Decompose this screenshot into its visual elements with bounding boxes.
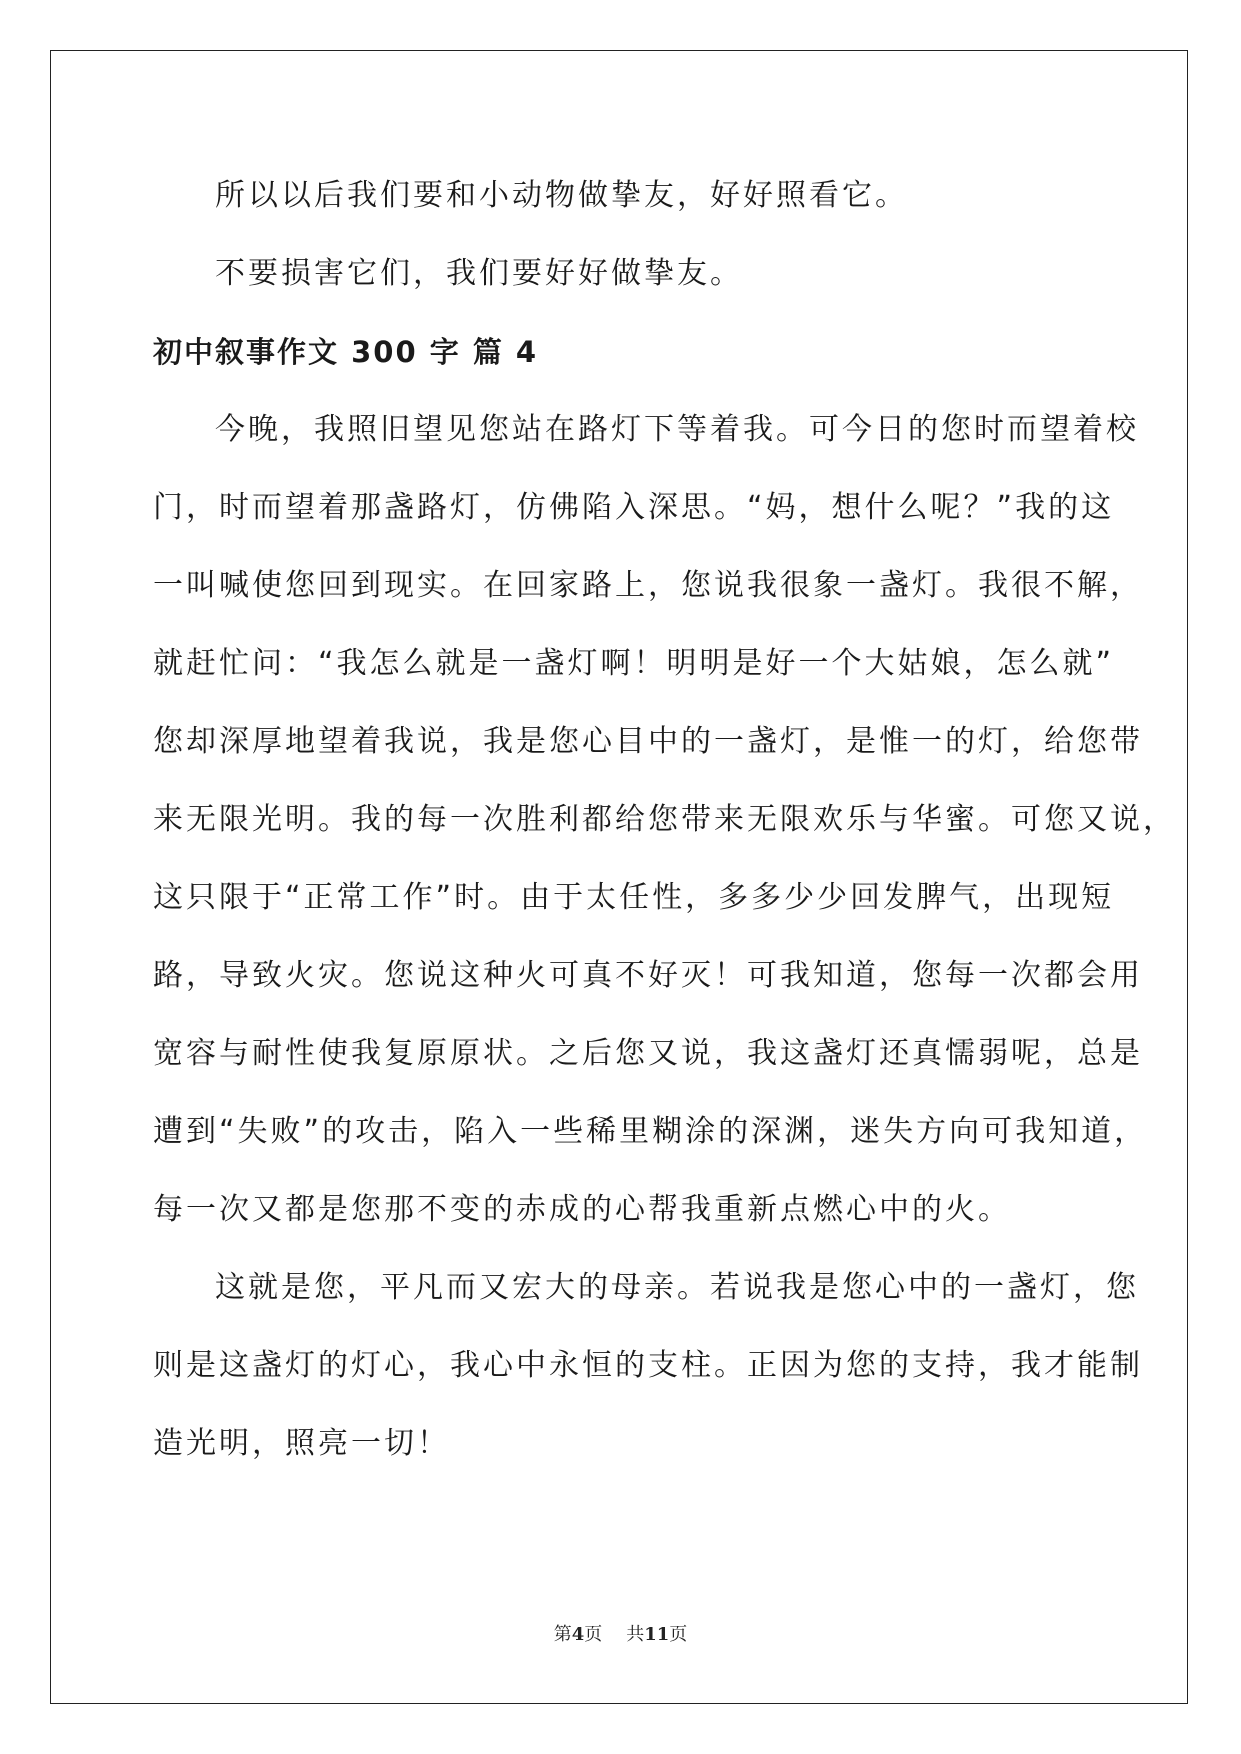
text-line: 今晚，我照旧望见您站在路灯下等着我。可今日的您时而望着校 xyxy=(215,412,1139,447)
paragraph-1 xyxy=(153,157,1113,235)
section-heading: 初中叙事作文 300 字 篇 4 xyxy=(153,335,539,369)
text-line: 一叫喊使您回到现实。在回家路上，您说我很象一盏灯。我很不解， xyxy=(153,568,1143,603)
text-line: 就赶忙问：“我怎么就是一盏灯啊！明明是好一个大姑娘，怎么就” xyxy=(153,646,1115,681)
text-line: 造光明，照亮一切！ xyxy=(153,1426,450,1461)
text-line: 来无限光明。我的每一次胜利都给您带来无限欢乐与华蜜。可您又说， xyxy=(153,802,1176,837)
footer-page-unit: 页 xyxy=(584,1624,603,1645)
paragraph-main xyxy=(153,391,1176,1249)
footer-total-prefix: 共 xyxy=(626,1624,645,1645)
footer-prefix: 第 xyxy=(553,1624,572,1645)
text-line: 则是这盏灯的灯心，我心中永恒的支柱。正因为您的支持，我才能制 xyxy=(153,1348,1143,1383)
text-line: 您却深厚地望着我说，我是您心目中的一盏灯，是惟一的灯，给您带 xyxy=(153,724,1143,759)
text-line: 这就是您，平凡而又宏大的母亲。若说我是您心中的一盏灯，您 xyxy=(215,1270,1139,1305)
text-line: 所以以后我们要和小动物做挚友，好好照看它。 xyxy=(215,178,908,213)
text-line: 每一次又都是您那不变的赤成的心帮我重新点燃心中的火。 xyxy=(153,1192,1011,1227)
paragraph-last xyxy=(153,1249,1143,1483)
text-line: 不要损害它们，我们要好好做挚友。 xyxy=(215,256,743,291)
total-pages-number: 11 xyxy=(644,1624,670,1645)
footer-total-unit: 页 xyxy=(669,1624,688,1645)
paragraph-2 xyxy=(153,235,1113,313)
current-page-number: 4 xyxy=(571,1624,585,1645)
document-body xyxy=(153,157,1176,1483)
text-line: 宽容与耐性使我复原原状。之后您又说，我这盏灯还真懦弱呢，总是 xyxy=(153,1036,1143,1071)
text-line: 这只限于“正常工作”时。由于太任性，多多少少回发脾气，出现短 xyxy=(153,880,1115,915)
text-line: 路，导致火灾。您说这种火可真不好灭！可我知道，您每一次都会用 xyxy=(153,958,1143,993)
page-footer xyxy=(0,1620,1241,1646)
text-line: 门，时而望着那盏路灯，仿佛陷入深思。“妈，想什么呢？”我的这 xyxy=(153,490,1115,525)
text-line: 遭到“失败”的攻击，陷入一些稀里糊涂的深渊，迷失方向可我知道， xyxy=(153,1114,1148,1149)
